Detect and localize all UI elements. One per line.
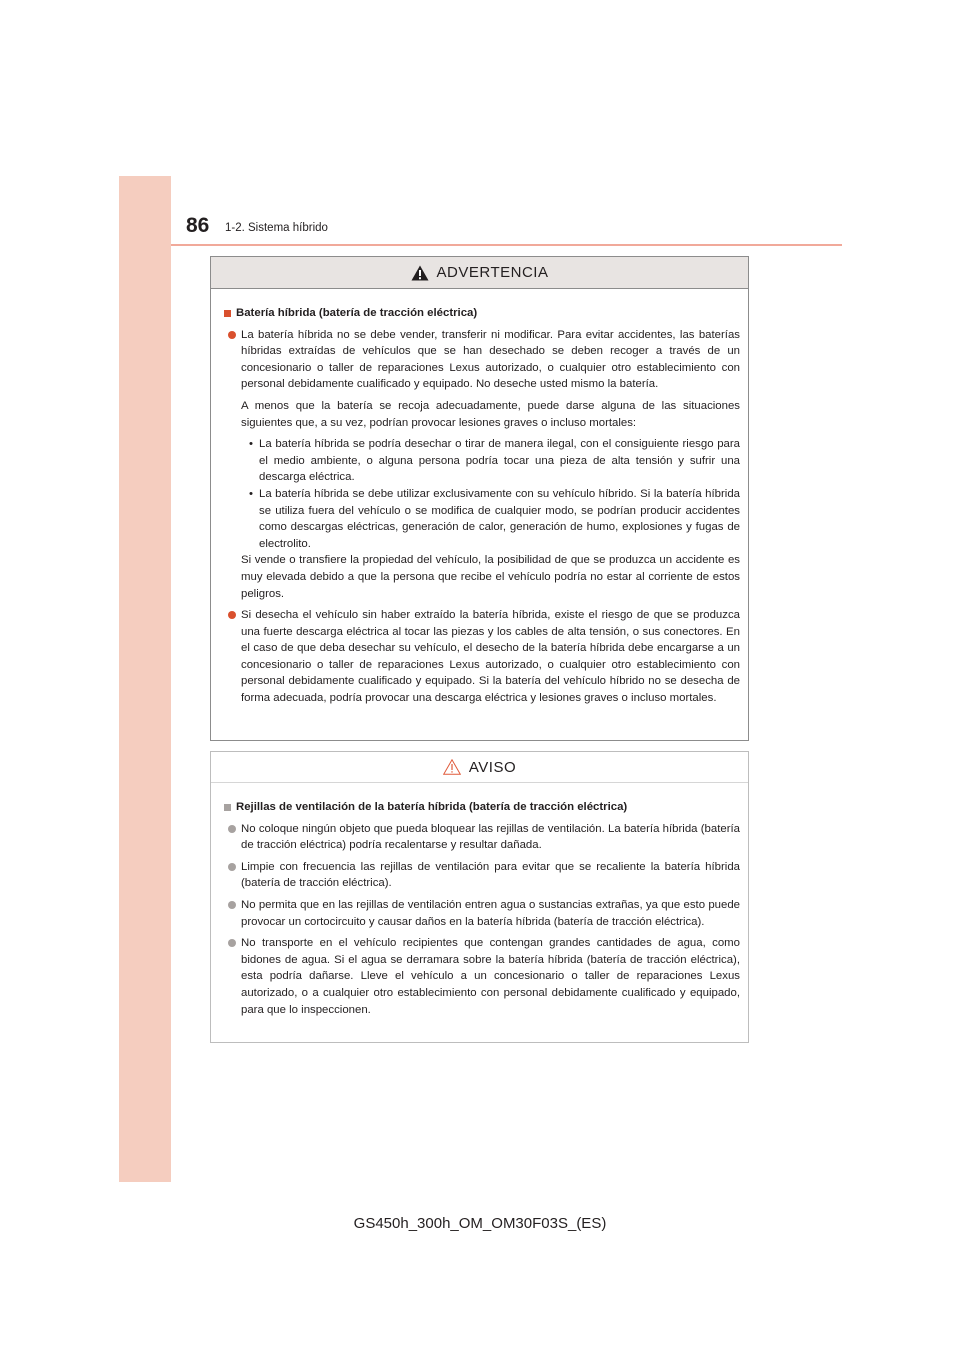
notice-topic-text: Rejillas de ventilación de la batería híbrida (batería de tracción eléctrica) xyxy=(236,801,628,813)
list-item xyxy=(249,436,740,486)
page-number: 86 xyxy=(186,214,210,237)
caution-triangle-icon xyxy=(443,759,461,775)
warning-topic-text: Batería híbrida (batería de tracción eléctrica) xyxy=(236,307,478,319)
notice-item-text: Limpie con frecuencia las rejillas de ventilación para evitar que se recaliente la batería híbrida (batería de tracción eléctrica). xyxy=(241,860,740,890)
warning-paragraph-end: Si vende o transfiere la propiedad del vehículo, la posibilidad de que se produzca un accidente es muy elevada debido a que la persona que recibe el vehículo podría no estar al corriente de estos peligros. xyxy=(241,554,740,600)
round-bullet-icon xyxy=(228,863,236,871)
round-bullet-icon xyxy=(228,939,236,947)
list-item-text: La batería híbrida se debe utilizar exclusivamente con su vehículo híbrido. Si la batería híbrida se utiliza fuera del vehículo o se modifica de cualquier modo, se podrían producir accidentes como descargas eléctricas, generación de calor, generación de humo, explosiones y fugas de electrolito. xyxy=(259,487,740,550)
round-bullet-icon xyxy=(228,825,236,833)
warning-paragraph xyxy=(224,327,740,393)
warning-triangle-icon xyxy=(411,265,429,281)
round-bullet-icon xyxy=(228,901,236,909)
bullet-mark: • xyxy=(249,438,253,451)
header-rule xyxy=(171,244,842,246)
warning-box xyxy=(210,256,749,741)
list-item xyxy=(249,486,740,552)
warning-header xyxy=(211,257,748,289)
notice-title: AVISO xyxy=(468,758,517,776)
square-bullet-icon xyxy=(224,310,231,317)
warning-topic xyxy=(224,305,740,322)
notice-header xyxy=(211,752,748,783)
notice-item xyxy=(224,821,740,854)
warning-body xyxy=(211,289,748,707)
list-item-text: La batería híbrida se podría desechar o tirar de manera ilegal, con el consiguiente riesgo para el medio ambiente, o alguna persona podría tocar una pieza de alta tensión y sufrir una descarga eléctrica. xyxy=(259,438,740,484)
notice-item-text: No permita que en las rejillas de ventilación entren agua o sustancias extrañas, ya que esto puede provocar un cortocircuito y causar daños en la batería híbrida (batería de tracción eléctrica). xyxy=(241,898,740,928)
notice-item-text: No transporte en el vehículo recipientes que contengan grandes cantidades de agua, como bidones de agua. Si el agua se derramara sobre la batería híbrida (batería de tracción eléctrica), esta podría dañarse. Lleve el vehículo a un concesionario o taller de reparaciones Lexus autorizado, o a cualquier otro establecimiento con personal debidamente cualificado y equipado, para que lo inspeccionen. xyxy=(241,937,740,1016)
square-bullet-icon xyxy=(224,804,231,811)
notice-item xyxy=(224,935,740,1018)
notice-box xyxy=(210,751,749,1043)
warning-paragraph xyxy=(224,607,740,707)
notice-item-text: No coloque ningún objeto que pueda bloquear las rejillas de ventilación. La batería híbrida (batería de tracción eléctrica) podría recalentarse y resultar dañada. xyxy=(241,822,740,852)
warning-paragraph-text: Si desecha el vehículo sin haber extraído la batería híbrida, existe el riesgo de que se produzca una fuerte descarga eléctrica al tocar las piezas y los cables de alta tensión, o sus conectores. En el caso de que deba desechar su vehículo, el desecho de la batería híbrida debe encargarse a un concesionario o taller de reparaciones Lexus autorizado, o cualquier otro establecimiento con personal debidamente cualificado y equipado. Si la batería del vehículo híbrido no se desecha de forma adecuada, podría provocar una descarga eléctrica y lesiones graves o incluso mortales. xyxy=(241,609,740,705)
notice-body xyxy=(211,783,748,1018)
round-bullet-icon xyxy=(228,331,236,339)
bullet-mark: • xyxy=(249,487,253,500)
warning-bullet-list xyxy=(224,436,740,552)
notice-item xyxy=(224,897,740,930)
warning-paragraph-continuation: A menos que la batería se recoja adecuadamente, puede darse alguna de las situaciones siguientes que, a su vez, podrían provocar lesiones graves o incluso mortales: xyxy=(241,399,740,429)
chapter-side-band xyxy=(119,176,171,1182)
round-bullet-icon xyxy=(228,611,236,619)
warning-title: ADVERTENCIA xyxy=(436,264,549,281)
notice-topic xyxy=(224,799,740,816)
warning-paragraph-text: La batería híbrida no se debe vender, transferir ni modificar. Para evitar accidentes, las baterías híbridas extraídas de vehículos que se han desechado se deben recoger a través de un concesionario o taller de reparaciones Lexus autorizado, o cualquier otro establecimiento con personal debidamente cualificado y equipado. No deseche usted mismo la batería. xyxy=(241,328,740,391)
document-code: GS450h_300h_OM_OM30F03S_(ES) xyxy=(353,1215,607,1232)
section-title: 1-2. Sistema híbrido xyxy=(225,222,328,234)
notice-item xyxy=(224,859,740,892)
